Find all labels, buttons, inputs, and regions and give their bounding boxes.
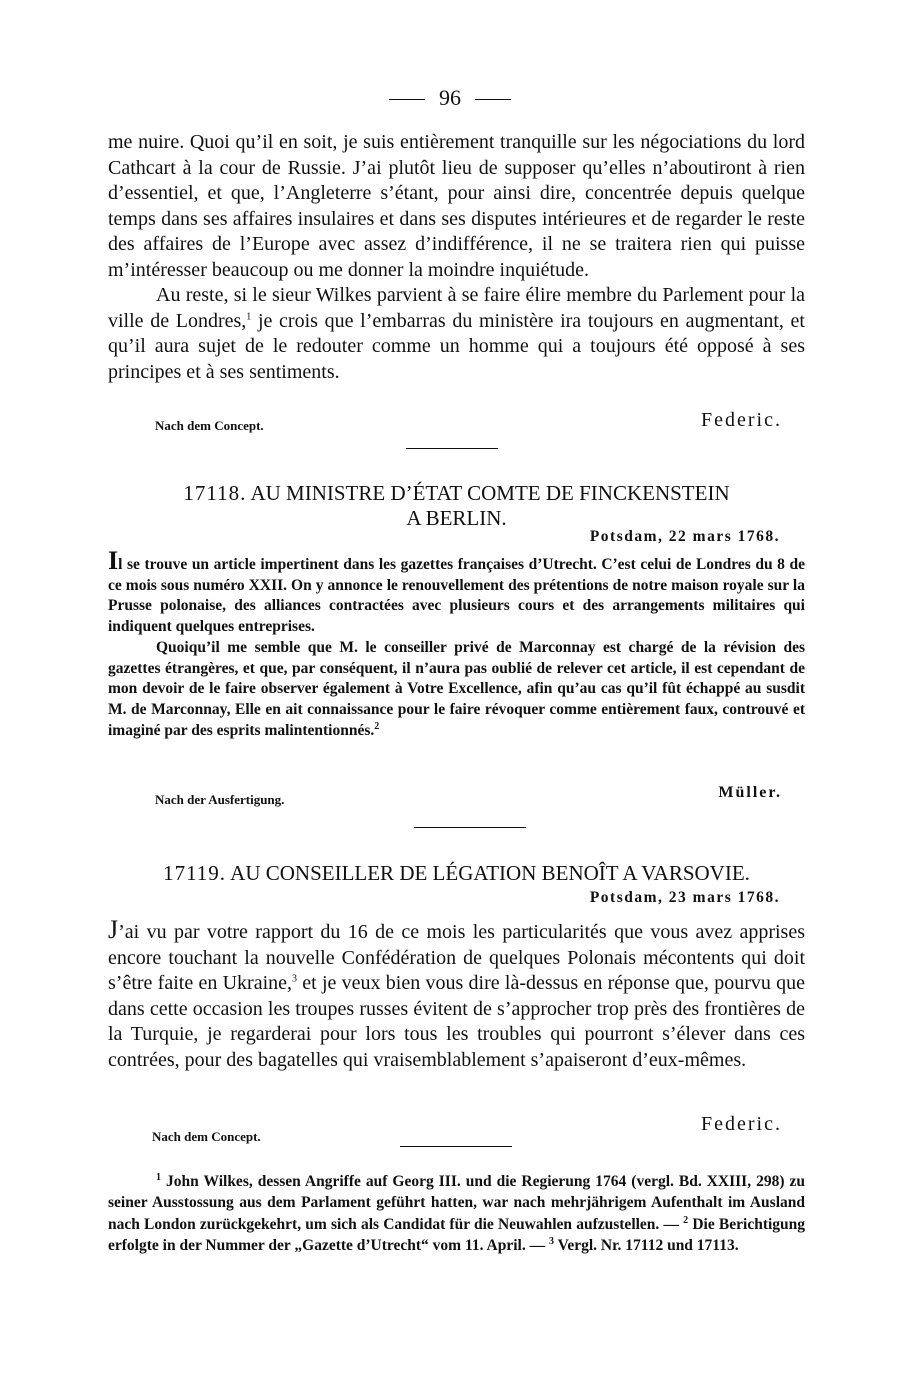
paragraph-text: ’ai vu par votre rapport du 16 de ce mois les particularités que vous avez apprises encore touchant la nouvelle Confédération de quelques Polonais mécontents qui doit s’être faite en Ukraine, — [108, 921, 805, 994]
separator-rule — [414, 827, 526, 828]
footnotes — [108, 1171, 805, 1256]
letter-number: 17119. — [163, 861, 227, 885]
paragraph-text: l se trouve un article impertinent dans les gazettes françaises d’Utrecht. C’est celui de Londres du 8 de ce mois sous numéro XXII. On y annonce le renouvellement des prétentions de notre maison royale sur la Prusse polonaise, des alliances contractées avec plusieurs cours et des arrangements militaires qui indiquent quelques entreprises. — [108, 556, 805, 636]
letter-addressee-place: A BERLIN. — [406, 506, 507, 530]
paragraph: me nuire. Quoi qu’il en soit, je suis entièrement tranquille sur les négociations du lord Cathcart à la cour de Russie. J’ai plutôt lieu de supposer qu’elles n’aboutiront à rien d’essentiel, et que, l’Angleterre s’étant, pour ainsi dire, concentrée depuis quelque temps dans ses affaires insulaires et dans ses disputes intérieures et de regarder le reste des affaires de l’Europe avec assez d’indifférence, il ne se traitera rien qui puisse m’intéresser beaucoup ou me donner la moindre inquiétude. — [108, 131, 805, 281]
footnote-ref: 1 — [246, 310, 252, 322]
letter-number: 17118. — [183, 481, 247, 505]
signature: Federic. — [701, 409, 782, 431]
initial-letter: I — [108, 546, 119, 575]
paragraph — [108, 917, 805, 1073]
letter-body — [108, 917, 805, 1073]
paragraph — [108, 283, 805, 385]
letter-addressee: AU MINISTRE D’ÉTAT COMTE DE FINCKENSTEIN — [250, 481, 730, 505]
continuation-text — [108, 130, 805, 385]
footnote-ref: 3 — [292, 973, 298, 985]
header-dash-left — [389, 99, 425, 100]
signature: Federic. — [701, 1113, 782, 1135]
paragraph — [108, 546, 805, 638]
paragraph-text: Quoiqu’il me semble que M. le conseiller privé de Marconnay est chargé de la révision des gazettes étrangères, et que, par conséquent, il n’aura pas oublié de relever cet article, il est cependant de mon devoir de le faire observer également à Votre Excellence, afin qu’au cas qu’il fût échappé au susdit M. de Marconnay, Elle en ait connaissance pour le faire révoquer comme entièrement faux, controuvé et imaginé par des esprits malintentionnés. — [108, 638, 805, 739]
footnote — [108, 1171, 805, 1256]
page-header — [0, 84, 900, 112]
dateline: Potsdam, 22 mars 1768. — [589, 528, 780, 545]
separator-rule — [400, 1146, 512, 1147]
footnote-mark: 2 — [683, 1214, 689, 1226]
source-note: Nach der Ausfertigung. — [155, 792, 285, 807]
footnote-text: Die Berichtigung erfolgte in der Nummer der „Gazette d’Utrecht“ vom 11. April. — — [108, 1215, 806, 1254]
footnote-mark: 1 — [156, 1171, 161, 1183]
letter-heading — [108, 861, 805, 886]
paragraph-text: et je veux bien vous dire là-dessus en réponse que, pourvu que dans cette occasion les troupes russes évitent de s’approcher trop près des frontières de la Turquie, je regarderai pour lors tous les troubles qui pourront s’élever dans ces contrées, pour des bagatelles qui vraisemblablement s’apaiseront d’eux-mêmes. — [108, 972, 805, 1071]
letter-body — [108, 546, 805, 741]
footnote-ref: 2 — [374, 720, 380, 732]
page-number: 96 — [439, 85, 461, 110]
signature: Müller. — [718, 784, 782, 801]
source-note: Nach dem Concept. — [155, 418, 264, 433]
separator-rule — [406, 448, 498, 449]
header-dash-right — [475, 99, 511, 100]
letter-heading — [108, 481, 805, 531]
dateline: Potsdam, 23 mars 1768. — [589, 889, 780, 906]
initial-letter: J — [108, 915, 119, 944]
letter-addressee: AU CONSEILLER DE LÉGATION BENOÎT A VARSOVIE. — [230, 861, 750, 885]
footnote-text: John Wilkes, dessen Angriffe auf Georg III. und die Regierung 1764 (vergl. Bd. XXIII, 298) zu seiner Ausstossung aus dem Parlament geführt hatten, war nach mehrjährigem Aufenthalt im Ausland nach London zurückgekehrt, um sich als Candidat für die Neuwahlen aufzustellen. — — [108, 1173, 806, 1233]
footnote-text: Vergl. Nr. 17112 und 17113. — [557, 1236, 739, 1254]
source-note: Nach dem Concept. — [152, 1129, 261, 1144]
paragraph-text: je crois que l’embarras du ministère ira toujours en augmentant, et qu’il aura sujet de le redouter comme un homme qui a toujours été opposé à ses principes et à ses sentiments. — [108, 309, 805, 383]
footnote-mark: 3 — [548, 1235, 554, 1247]
paragraph-text: Au reste, si le sieur Wilkes parvient à se faire élire membre du Parlement pour la ville de Londres, — [108, 284, 805, 332]
paragraph — [108, 638, 805, 742]
